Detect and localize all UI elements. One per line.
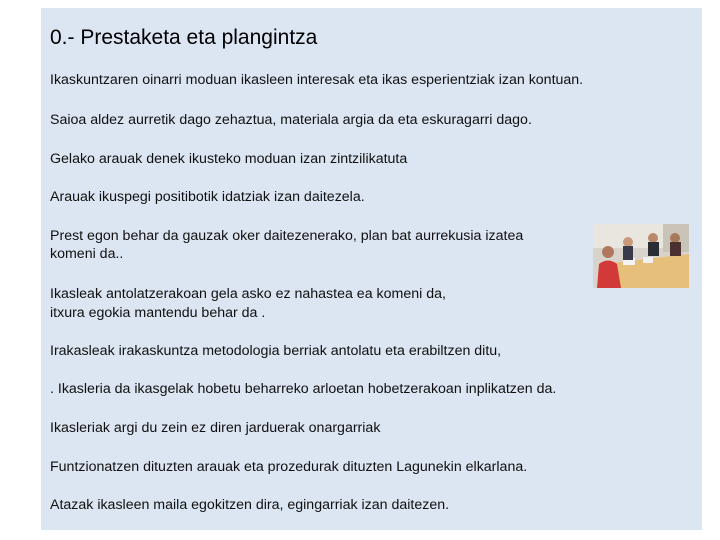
bullet-line-3: Gelako arauak denek ikusteko moduan izan zintzilikatuta bbox=[50, 151, 408, 167]
bullet-line-6a: Ikasleak antolatzerakoan gela asko ez nahastea ea komeni da, bbox=[50, 286, 446, 302]
bullet-line-4: Arauak ikuspegi positibotik idatziak izan daitezela. bbox=[50, 189, 365, 205]
bullet-line-2: Saioa aldez aurretik dago zehaztua, materiala argia da eta eskuragarri dago. bbox=[50, 112, 532, 128]
bullet-line-6b: itxura egokia mantendu behar da . bbox=[50, 305, 266, 321]
bullet-line-5a: Prest egon behar da gauzak oker daitezenerako, plan bat aurrekusia izatea bbox=[50, 228, 524, 244]
bullet-line-10: Funtzionatzen dituzten arauak eta prozedurak dituzten Lagunekin elkarlana. bbox=[50, 459, 528, 475]
bullet-line-11: Atazak ikasleen maila egokitzen dira, egingarriak izan daitezen. bbox=[50, 497, 450, 513]
bullet-line-8: . Ikasleria da ikasgelak hobetu beharreko arloetan hobetzerakoan inplikatzen da. bbox=[50, 381, 557, 397]
bullet-line-1: Ikaskuntzaren oinarri moduan ikasleen interesak eta ikas esperientziak izan kontuan. bbox=[50, 72, 584, 88]
bullet-line-9: Ikasleriak argi du zein ez diren jarduerak onargarriak bbox=[50, 420, 381, 436]
classroom-photo bbox=[593, 224, 689, 288]
bullet-line-7: Irakasleak irakaskuntza metodologia berriak antolatu eta erabiltzen ditu, bbox=[50, 343, 502, 359]
slide-title: 0.- Prestaketa eta plangintza bbox=[50, 26, 318, 49]
bullet-line-5b: komeni da.. bbox=[50, 246, 124, 262]
